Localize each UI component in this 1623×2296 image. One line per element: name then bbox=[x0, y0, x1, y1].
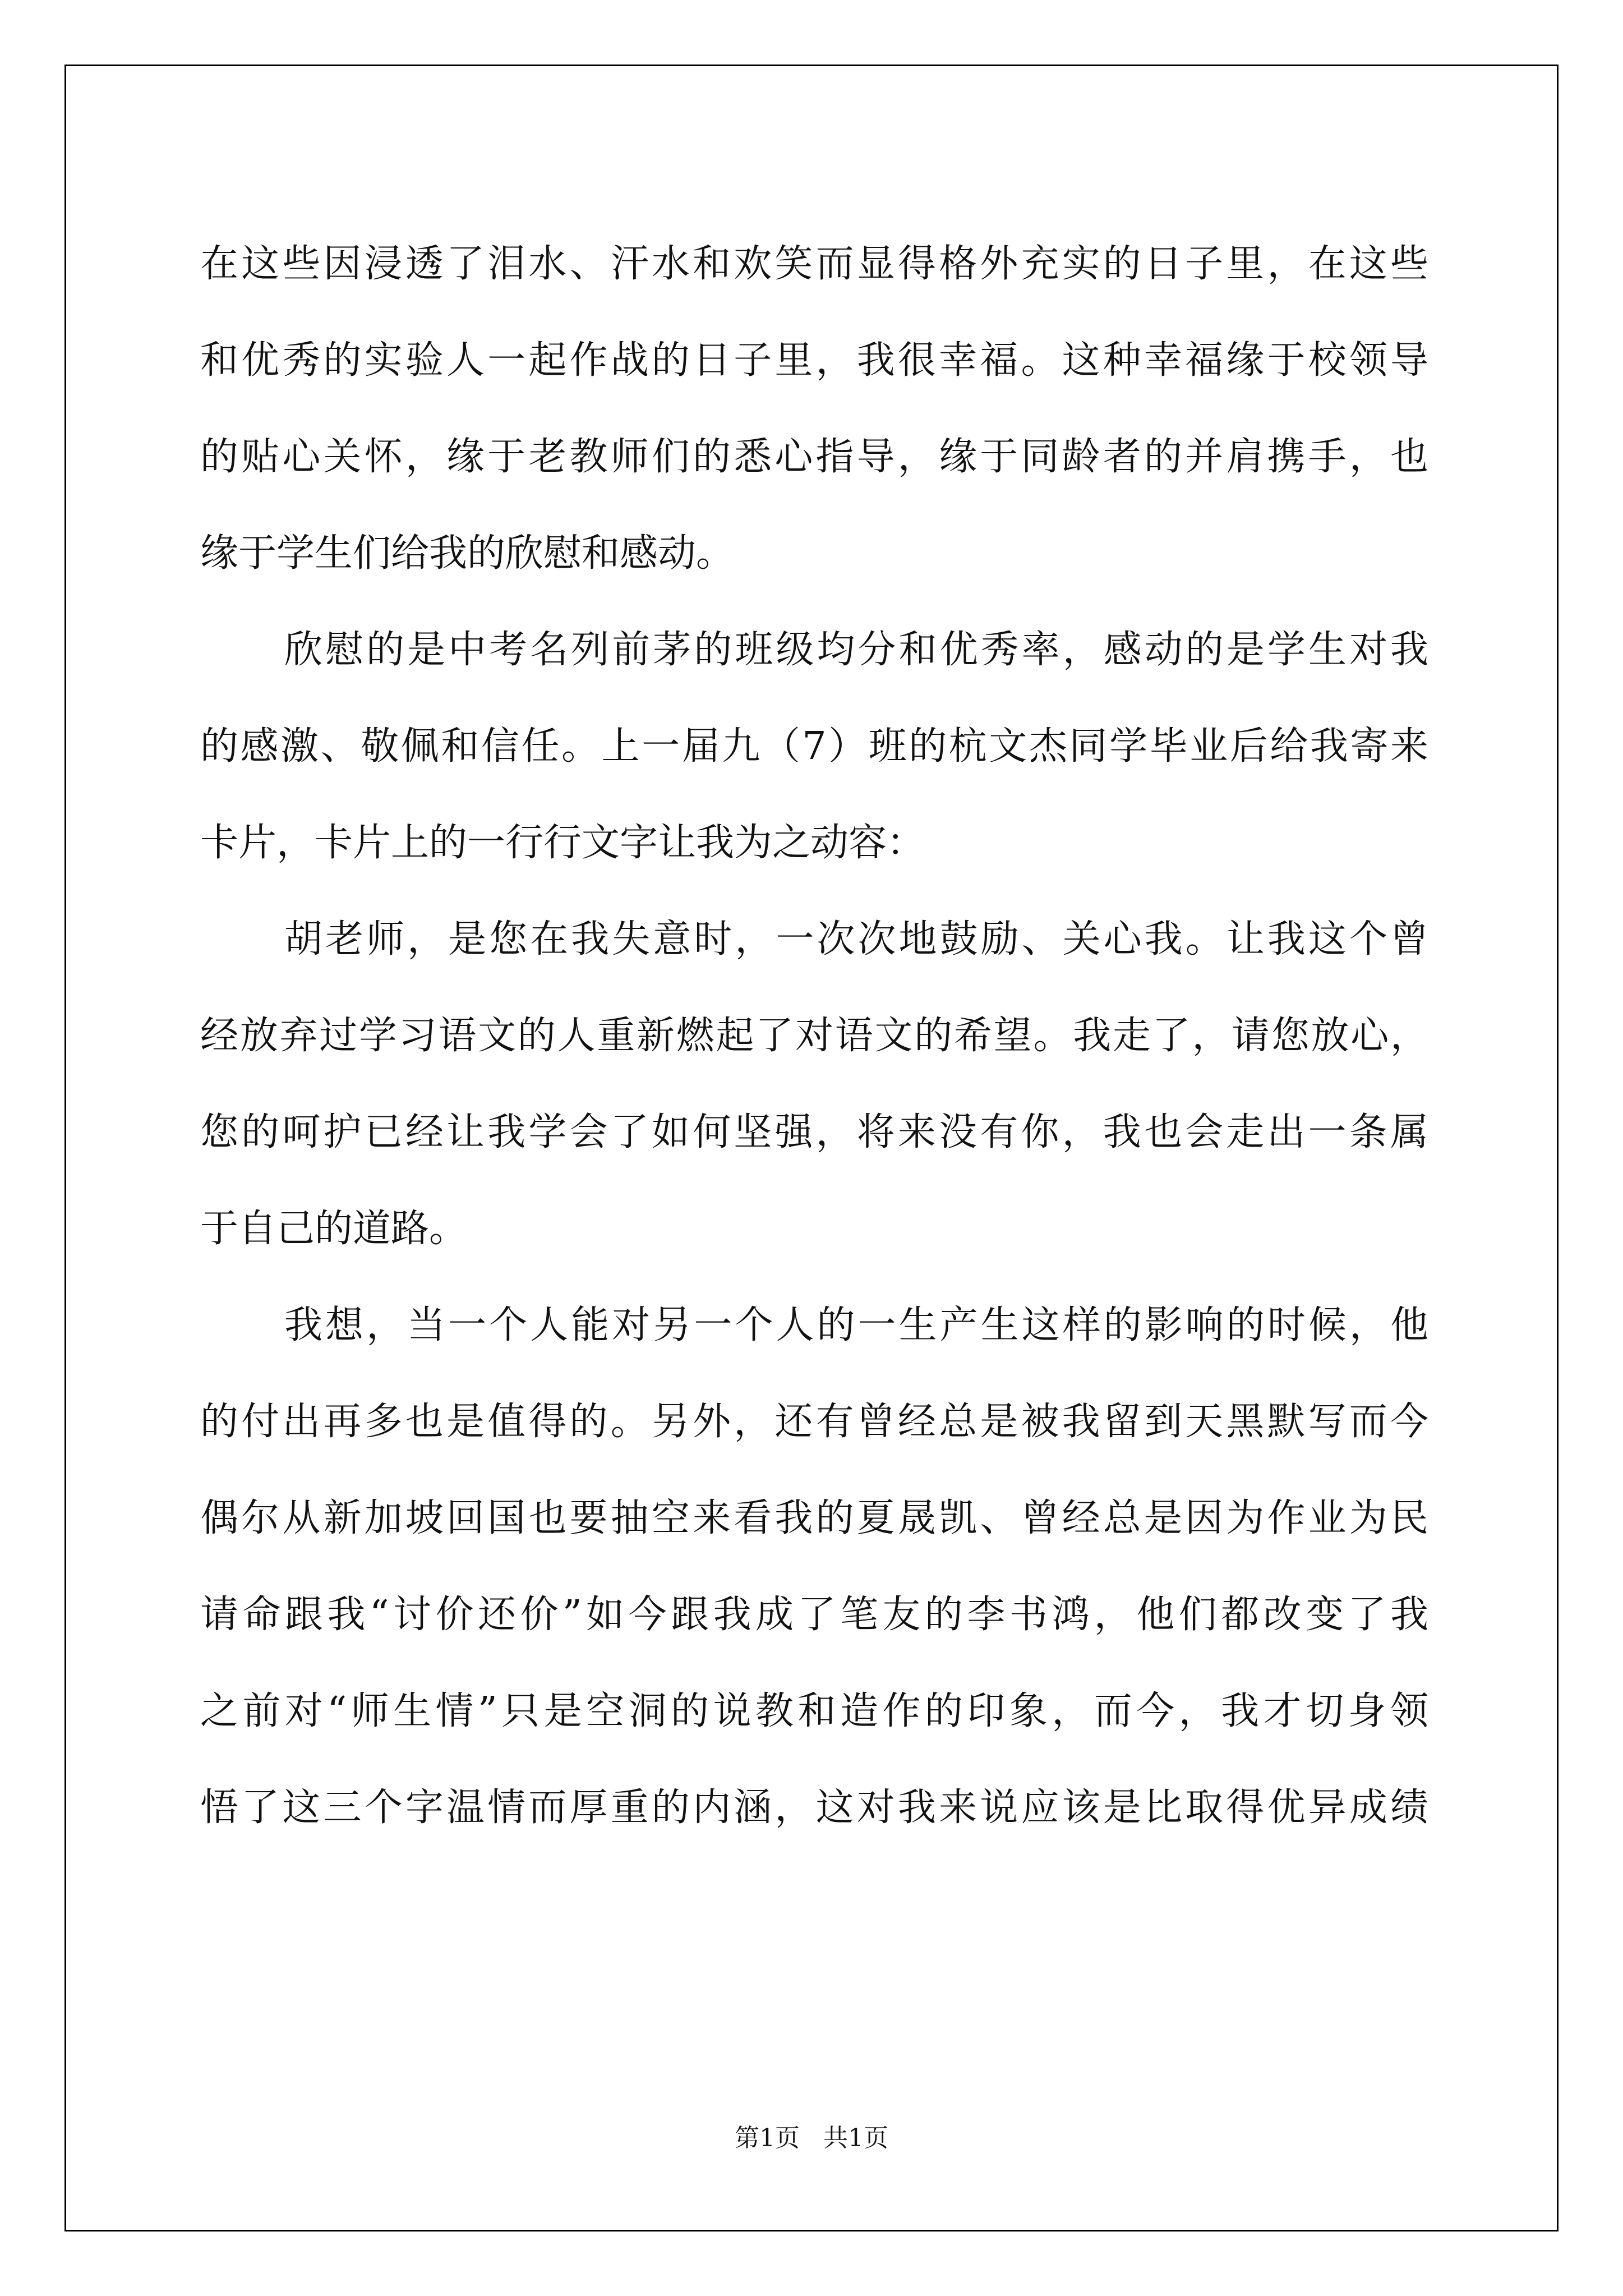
text-line: 胡老师，是您在我失意时，一次次地鼓励、关心我。让我这个曾 bbox=[284, 917, 1428, 961]
text-line: 之前对“师生情”只是空洞的说教和造作的印象，而今，我才切身领 bbox=[200, 1689, 1428, 1733]
text-line: 经放弃过学习语文的人重新燃起了对语文的希望。我走了，请您放心， bbox=[200, 1014, 1428, 1058]
text-line: 在这些因浸透了泪水、汗水和欢笑而显得格外充实的日子里，在这些 bbox=[200, 242, 1428, 286]
page-number-footer: 第1页 共1页 bbox=[735, 2124, 888, 2152]
text-line: 的感激、敬佩和信任。上一届九（7）班的杭文杰同学毕业后给我寄来 bbox=[200, 724, 1428, 769]
text-line: 于自己的道路。 bbox=[200, 1207, 468, 1251]
text-line: 请命跟我“讨价还价”如今跟我成了笔友的李书鸿，他们都改变了我 bbox=[200, 1593, 1428, 1637]
text-line: 和优秀的实验人一起作战的日子里，我很幸福。这种幸福缘于校领导 bbox=[200, 338, 1428, 383]
text-line: 缘于学生们给我的欣慰和感动。 bbox=[200, 531, 735, 576]
text-line: 您的呵护已经让我学会了如何坚强，将来没有你，我也会走出一条属 bbox=[200, 1110, 1428, 1154]
text-line: 偶尔从新加坡回国也要抽空来看我的夏晟凯、曾经总是因为作业为民 bbox=[200, 1496, 1428, 1540]
document-body bbox=[200, 216, 1428, 1856]
text-line: 的贴心关怀，缘于老教师们的悉心指导，缘于同龄者的并肩携手，也 bbox=[200, 435, 1428, 479]
text-line: 欣慰的是中考名列前茅的班级均分和优秀率，感动的是学生对我 bbox=[284, 628, 1428, 672]
text-line: 卡片，卡片上的一行行文字让我为之动容： bbox=[200, 821, 925, 865]
text-line: 我想，当一个人能对另一个人的一生产生这样的影响的时候，他 bbox=[284, 1303, 1428, 1347]
text-line: 悟了这三个字温情而厚重的内涵，这对我来说应该是比取得优异成绩 bbox=[200, 1786, 1428, 1830]
text-line: 的付出再多也是值得的。另外，还有曾经总是被我留到天黑默写而今 bbox=[200, 1400, 1428, 1444]
